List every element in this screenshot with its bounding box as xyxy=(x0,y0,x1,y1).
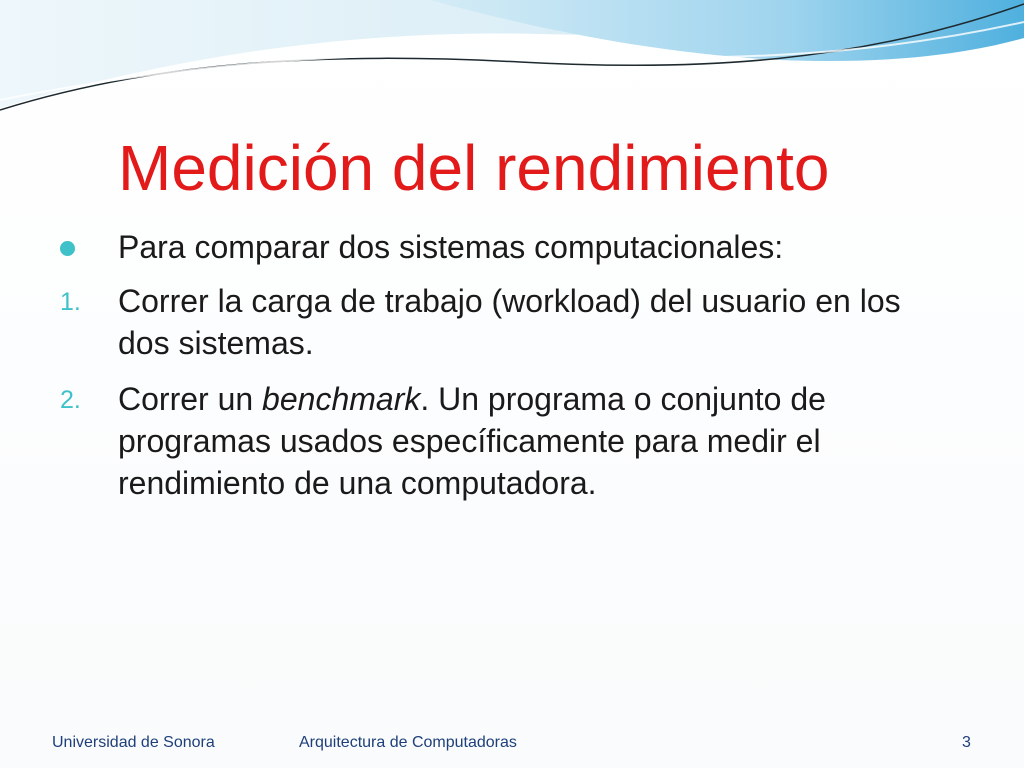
teal-dot-bullet-icon xyxy=(60,241,75,256)
header-wave-decoration xyxy=(0,0,1024,130)
footer-page-number: 3 xyxy=(962,734,971,751)
footer-course: Arquitectura de Computadoras xyxy=(299,734,517,751)
bullet-text: Correr la carga de trabajo (workload) del usuario en los dos sistemas. xyxy=(118,283,901,361)
slide-title: Medición del rendimiento xyxy=(118,132,830,204)
benchmark-term: benchmark xyxy=(262,381,421,417)
list-number: 2. xyxy=(60,386,81,414)
bullet-text xyxy=(118,378,958,504)
bullet-text-before: Correr un xyxy=(118,381,263,417)
bullet-text: Para comparar dos sistemas computacionales: xyxy=(118,229,784,265)
bullet-text-after: . Un programa o conjunto de programas usados específicamente para medir el rendimiento de una computadora. xyxy=(118,381,826,501)
footer-university: Universidad de Sonora xyxy=(52,734,215,751)
list-number: 1. xyxy=(60,288,81,316)
